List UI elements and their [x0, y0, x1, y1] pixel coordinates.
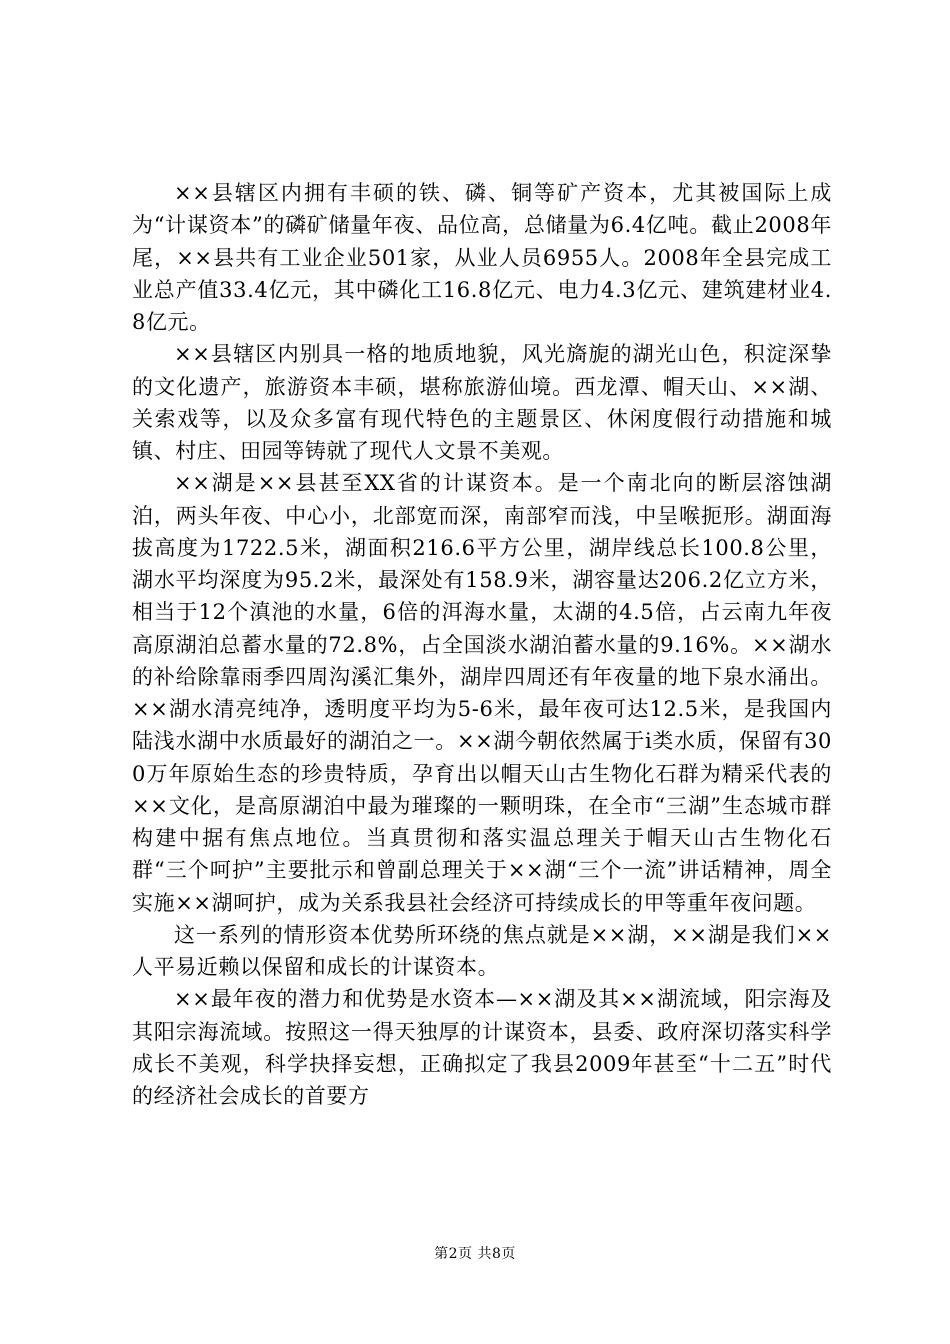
page-number-footer: 第2页 共8页: [434, 1246, 516, 1262]
document-body: [132, 177, 832, 1112]
paragraph-tourism-resources: ××县辖区内别具一格的地质地貌，风光旖旎的湖光山色，积淀深挚的文化遗产，旅游资本丰硕，堪称旅游仙境。西龙潭、帽天山、××湖、关索戏等，以及众多富有现代特色的主题景区、休闲度假行动措施和城镇、村庄、田园等铸就了现代人文景不美观。: [132, 342, 832, 463]
paragraph-lake-focus: 这一系列的情形资本优势所环绕的焦点就是××湖，××湖是我们××人平易近赖以保留和成长的计谋资本。: [132, 922, 832, 979]
paragraph-mineral-resources: ××县辖区内拥有丰硕的铁、磷、铜等矿产资本，尤其被国际上成为“计谋资本”的磷矿储量年夜、品位高，总储量为6.4亿吨。截止2008年尾，××县共有工业企业501家，从业人员6955人。2008年全县完成工业总产值33.4亿元，其中磷化工16.8亿元、电力4.3亿元、建筑建材业4.8亿元。: [132, 181, 832, 334]
paragraph-lake-description: ××湖是××县甚至XX省的计谋资本。是一个南北向的断层溶蚀湖泊，两头年夜、中心小，北部宽而深，南部窄而浅，中呈喉扼形。湖面海拔高度为1722.5米，湖面积216.6平方公里，湖岸线总长100.8公里，湖水平均深度为95.2米，最深处有158.9米，湖容量达206.2亿立方米，相当于12个滇池的水量，6倍的洱海水量，太湖的4.5倍，占云南九年夜高原湖泊总蓄水量的72.8%，占全国淡水湖泊蓄水量的9.16%。××湖水的补给除靠雨季四周沟溪汇集外，湖岸四周还有年夜量的地下泉水涌出。××湖水清亮纯净，透明度平均为5-6米，最年夜可达12.5米，是我国内陆浅水湖中水质最好的湖泊之一。××湖今朝依然属于i类水质，保留有300万年原始生态的珍贵特质，孕育出以帽天山古生物化石群为精采代表的××文化，是高原湖泊中最为璀璨的一颗明珠，在全市“三湖”生态城市群构建中据有焦点地位。当真贯彻和落实温总理关于帽天山古生物化石群“三个呵护”主要批示和曾副总理关于××湖“三个一流”讲话精神，周全实施××湖呵护，成为关系我县社会经济可持续成长的甲等重年夜问题。: [132, 471, 832, 915]
paragraph-water-resources: ××最年夜的潜力和优势是水资本—××湖及其××湖流域，阳宗海及其阳宗海流域。按照这一得天独厚的计谋资本，县委、政府深切落实科学成长不美观，科学抉择妄想，正确拟定了我县2009年甚至“十二五”时代的经济社会成长的首要方: [132, 987, 832, 1108]
